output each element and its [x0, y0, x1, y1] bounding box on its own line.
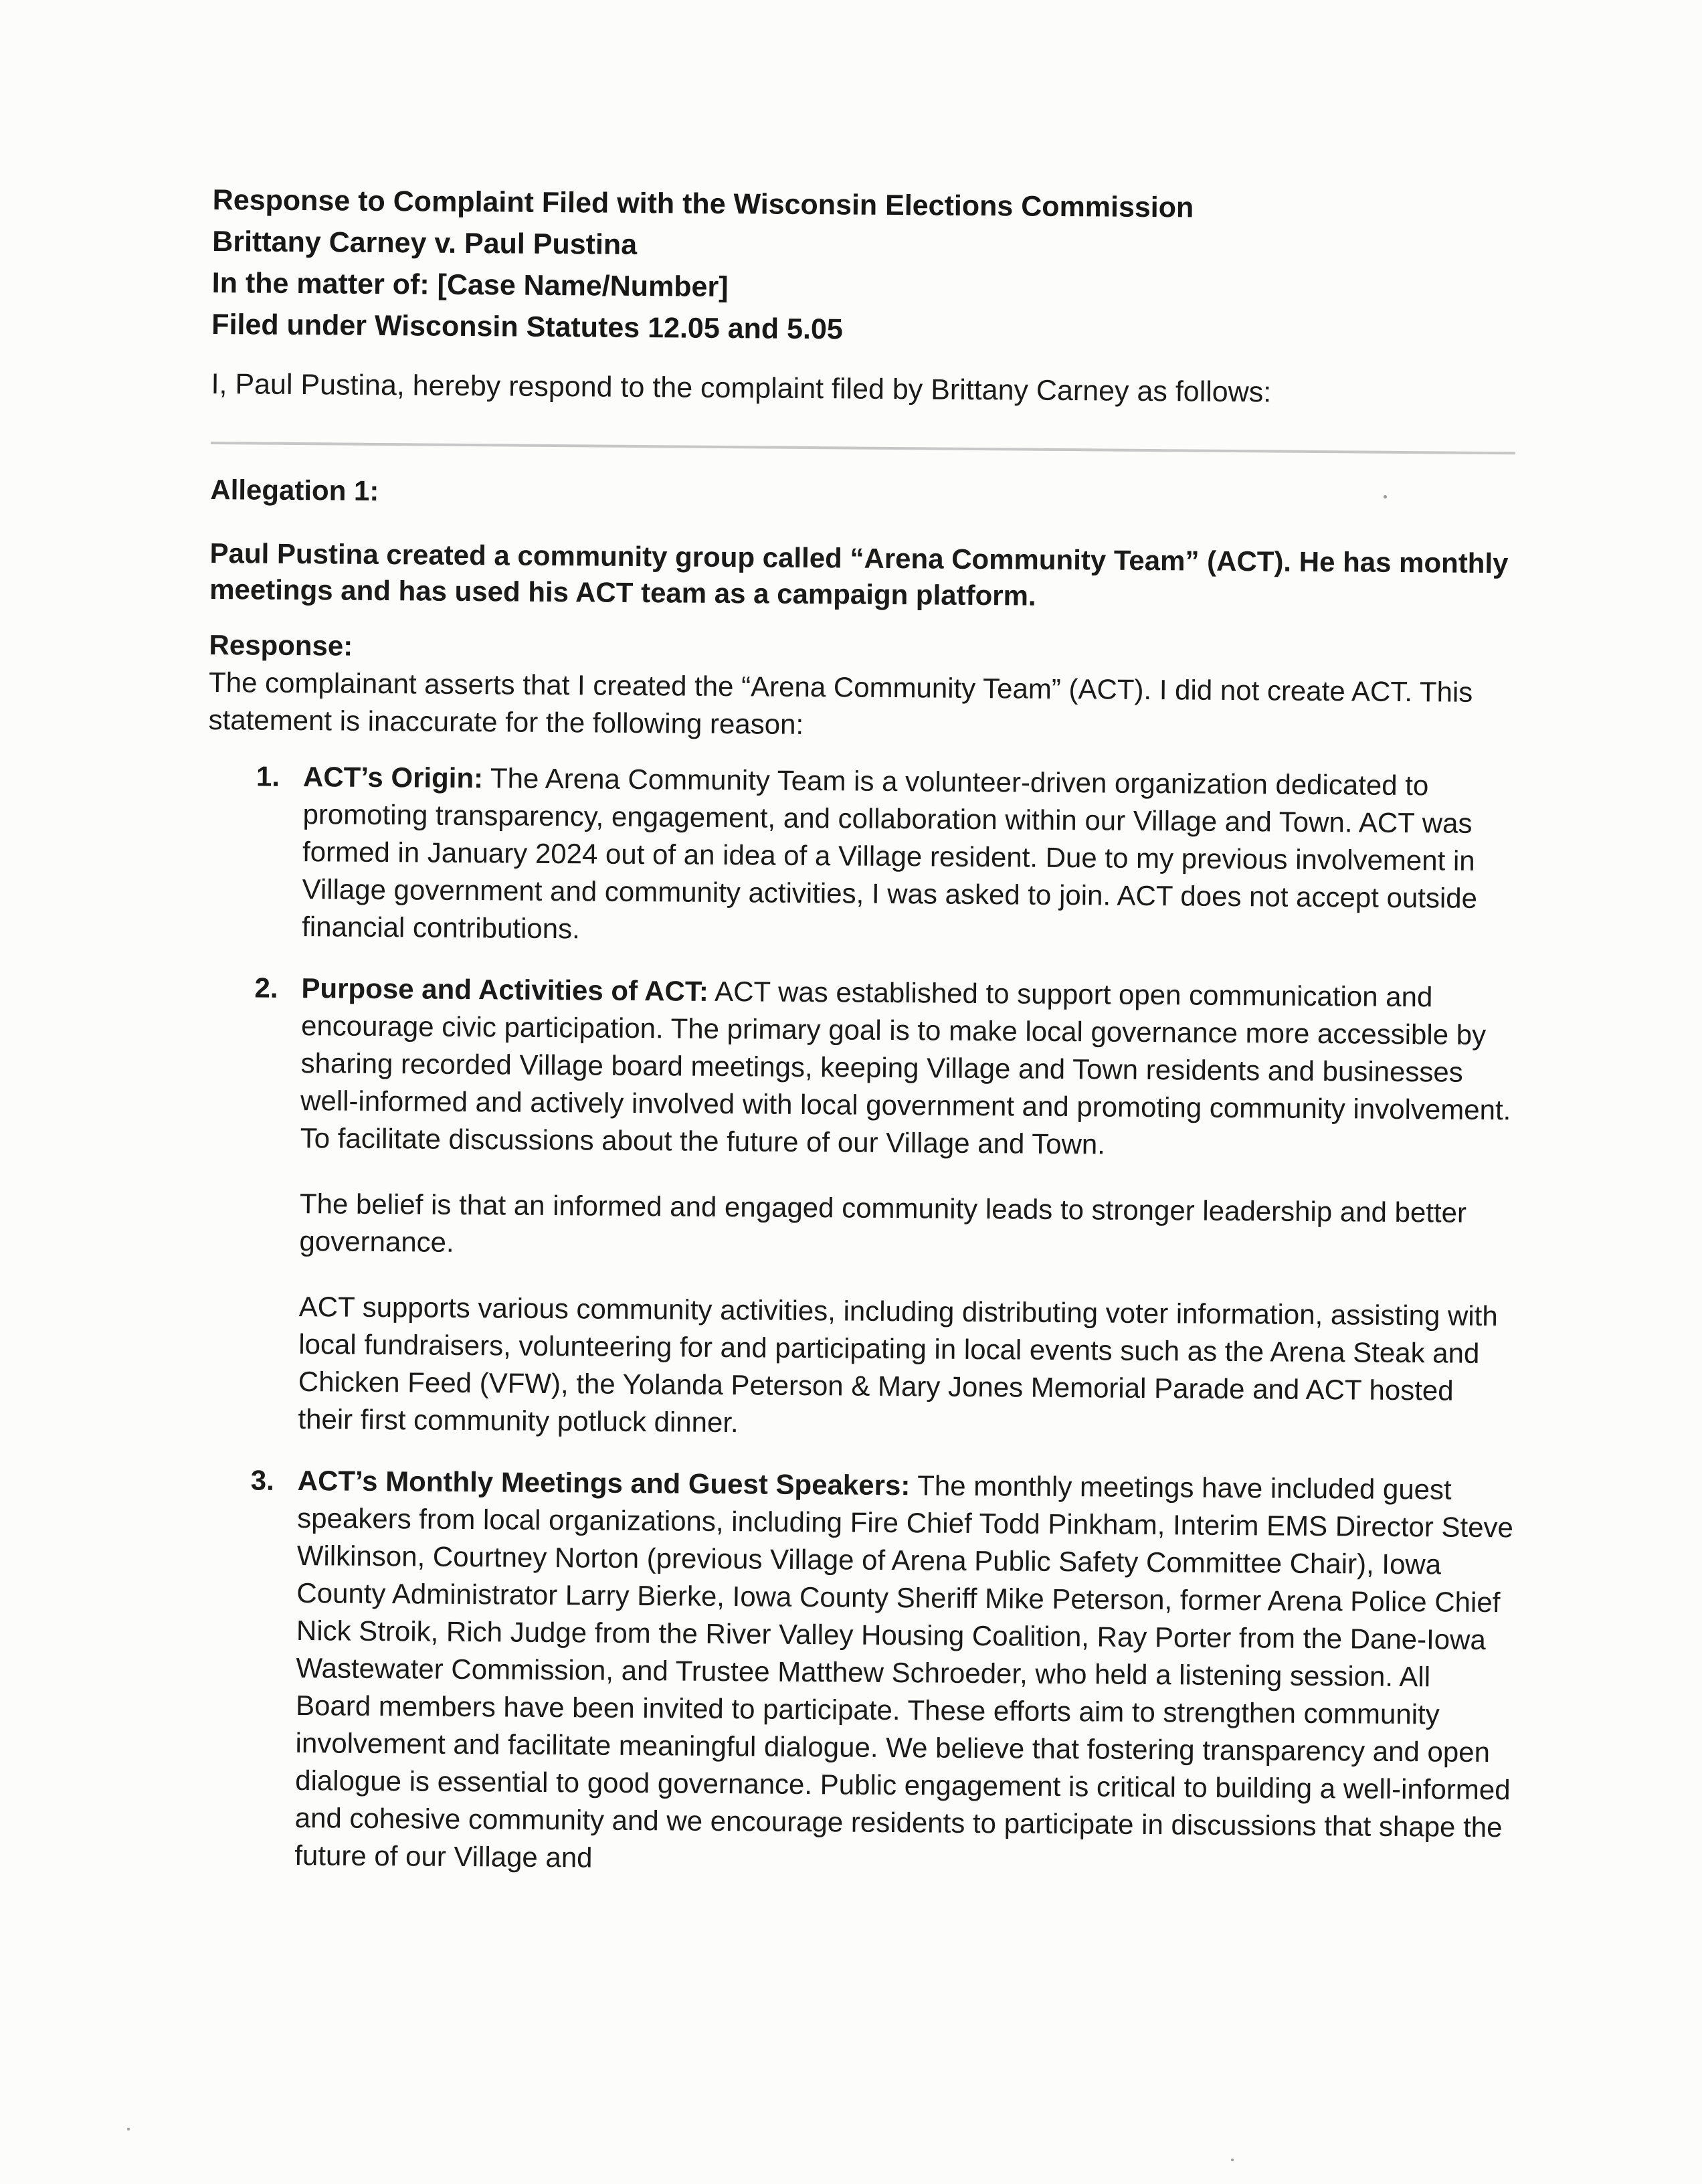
list-item-number: 3.	[250, 1464, 274, 1496]
allegation-text: Paul Pustina created a community group called “Arena Community Team” (ACT). He has monthly meetings and has used his ACT team as a campaign platform.	[209, 537, 1509, 612]
header-case: In the matter of: [Case Name/Number]	[211, 266, 729, 304]
list-item-paragraph: The belief is that an informed and engaged community leads to stronger leadership and better governance.	[299, 1188, 1467, 1258]
document-header	[211, 179, 1524, 355]
list-item-title: ACT’s Monthly Meetings and Guest Speakers:	[297, 1465, 911, 1502]
list-item-title: Purpose and Activities of ACT:	[301, 972, 708, 1007]
scan-speck	[1231, 2159, 1234, 2161]
response-label: Response:	[209, 628, 353, 662]
header-title: Response to Complaint Filed with the Wisconsin Elections Commission	[212, 183, 1194, 224]
scan-speck	[127, 2128, 130, 2130]
document-body	[199, 179, 1524, 1908]
list-item	[203, 969, 1517, 1447]
header-statutes: Filed under Wisconsin Statutes 12.05 and 5.05	[211, 308, 843, 346]
header-parties: Brittany Carney v. Paul Pustina	[212, 225, 638, 261]
response-text: The complainant asserts that I created the “Arena Community Team” (ACT). I did not create ACT. This statement is inaccurate for the following reason:	[208, 666, 1473, 740]
intro-statement: I, Paul Pustina, hereby respond to the complaint filed by Brittany Carney as follows:	[211, 367, 1272, 409]
list-item-number: 1.	[256, 760, 280, 792]
list-item-number: 2.	[254, 972, 278, 1004]
horizontal-divider	[211, 442, 1515, 454]
response-points-list	[199, 757, 1519, 1884]
list-item-paragraph: ACT supports various community activities, including distributing voter information, assisting with local fundraisers, volunteering for and participating in local events such as the Arena Steak and Chicken Feed (VFW), the Yolanda Peterson & Mary Jones Memorial Parade and ACT hosted their first community potluck dinner.	[298, 1291, 1498, 1439]
list-item-title: ACT’s Origin:	[302, 761, 484, 794]
list-item-text: ACT was established to support open communication and encourage civic participation. The primary goal is to make local governance more accessible by sharing recorded Village board meetings, keeping Village and Town residents and businesses well-informed and actively involved with local government and promoting community involvement. To facilitate discussions about the future of our Village and Town.	[300, 975, 1511, 1160]
list-item-text: The monthly meetings have included guest speakers from local organizations, including Fire Chief Todd Pinkham, Interim EMS Director Steve Wilkinson, Courtney Norton (previous Village of Arena Public Safety Committee Chair), Iowa County Administrator Larry Bierke, Iowa County Sheriff Mike Peterson, former Arena Police Chief Nick Stroik, Rich Judge from the River Valley Housing Coalition, Ray Porter from the Dane-Iowa Wastewater Commission, and Trustee Matthew Schroeder, who held a listening session. All Board members have been invited to participate. These efforts aim to strengthen community involvement and facilitate meaningful dialogue. We believe that fostering transparency and open dialogue is essential to good governance. Public engagement is critical to building a well-informed and cohesive community and we encourage residents to participate in discussions that shape the future of our Village and	[294, 1469, 1514, 1874]
list-item-paragraph	[300, 970, 1518, 1166]
list-item-paragraph	[294, 1462, 1514, 1884]
list-item	[207, 757, 1519, 955]
list-item-paragraph	[302, 758, 1519, 955]
list-item-text: The Arena Community Team is a volunteer-driven organization dedicated to promoting transparency, engagement, and collaboration within our Village and Town. ACT was formed in January 2024 out of an idea of a Village resident. Due to my previous involvement in Village government and community activities, I was asked to join. ACT does not accept outside financial contributions.	[302, 762, 1478, 945]
list-item	[199, 1461, 1514, 1884]
allegation-label: Allegation 1:	[210, 473, 379, 507]
